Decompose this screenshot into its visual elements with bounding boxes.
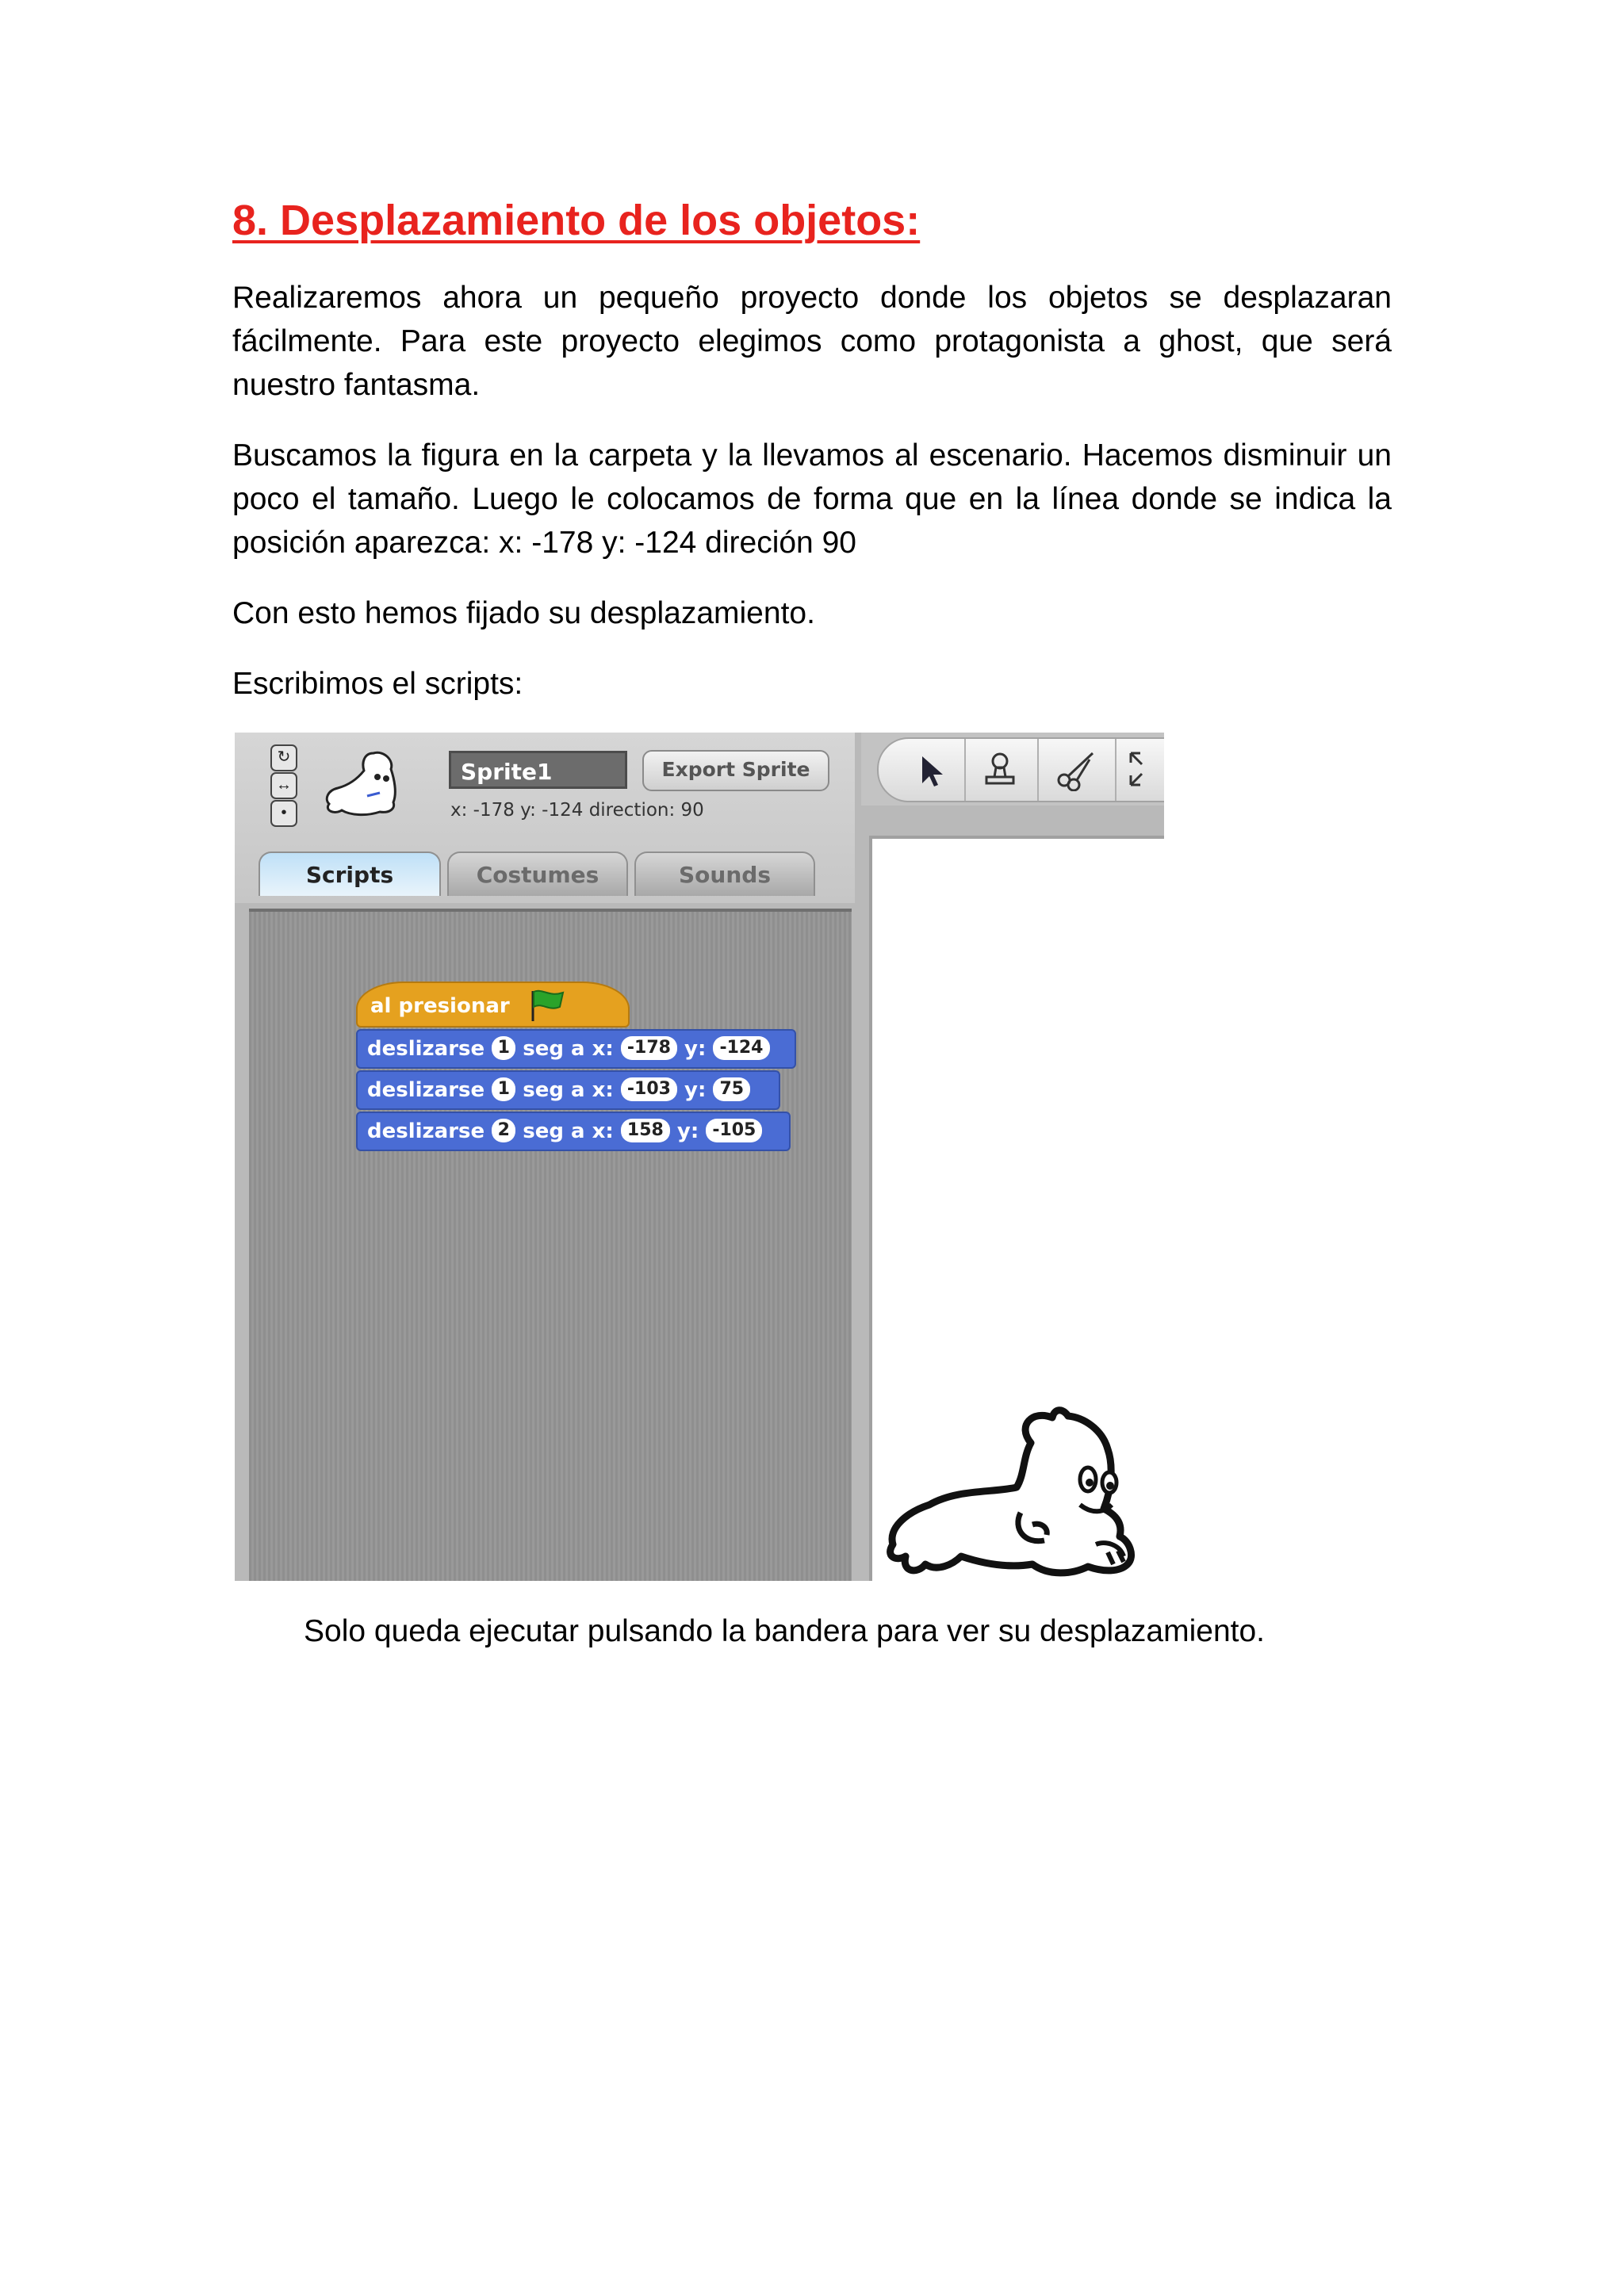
paragraph-intro: Realizaremos ahora un pequeño proyecto donde los objetos se desplazaran fácilmente. Para este proyecto elegimos como protagonista a ghost, que será nuestro fantasma. (232, 281, 1392, 402)
sprite-coordinates: x: -178 y: -124 direction: 90 (450, 800, 704, 821)
scratch-screenshot (235, 733, 1164, 1581)
tool-divider (1115, 739, 1116, 801)
glide-label: deslizarse (367, 1078, 485, 1102)
export-sprite-button[interactable]: Export Sprite (642, 750, 829, 791)
figure-caption: Solo queda ejecutar pulsando la bandera para ver su desplazamiento. (304, 1614, 1265, 1648)
glide-x-label: seg a x: (523, 1037, 614, 1061)
glide-y-label: y: (684, 1037, 707, 1061)
paragraph-fixed: Con esto hemos fijado su desplazamiento. (232, 596, 815, 630)
glide-block[interactable] (356, 1029, 796, 1069)
glide-y-label: y: (684, 1078, 707, 1102)
x-input[interactable]: -103 (621, 1077, 677, 1101)
tab-sounds[interactable]: Sounds (634, 851, 815, 896)
secs-input[interactable]: 1 (492, 1077, 515, 1101)
x-input[interactable]: -178 (621, 1036, 677, 1060)
sprite-name-field[interactable]: Sprite1 (449, 751, 627, 789)
sprite-thumbnail-ghost-icon (318, 747, 405, 822)
tool-group (877, 737, 1164, 802)
glide-y-label: y: (676, 1119, 699, 1143)
secs-input[interactable]: 2 (492, 1119, 515, 1142)
paragraph-position: Buscamos la figura en la carpeta y la llevamos al escenario. Hacemos disminuir un poco el tamaño. Luego le colocamos de forma que en la línea donde se indica la posición aparezca: x: -178 y: -124 direción 90 (232, 438, 1392, 560)
no-rotate-icon[interactable]: • (270, 800, 297, 827)
ghost-sprite-icon[interactable] (882, 1394, 1151, 1581)
glide-block[interactable] (356, 1112, 791, 1151)
grow-icon[interactable] (1126, 750, 1158, 788)
scissors-icon[interactable] (1055, 748, 1099, 791)
green-flag-icon (528, 988, 569, 1023)
rotate-all-icon[interactable]: ↻ (270, 744, 297, 771)
tool-divider (964, 739, 966, 801)
x-input[interactable]: 158 (621, 1119, 670, 1142)
y-input[interactable]: -124 (713, 1036, 769, 1060)
y-input[interactable]: 75 (713, 1077, 750, 1101)
scripts-area[interactable] (249, 909, 852, 1581)
stage-toolbar (861, 733, 1164, 806)
when-flag-clicked-block[interactable] (356, 982, 630, 1027)
y-input[interactable]: -105 (706, 1119, 762, 1142)
secs-input[interactable]: 1 (492, 1036, 515, 1060)
glide-x-label: seg a x: (523, 1078, 614, 1102)
tool-divider (1037, 739, 1039, 801)
page-content (232, 189, 1392, 706)
stamp-icon[interactable] (980, 750, 1020, 790)
paragraph-scripts: Escribimos el scripts: (232, 667, 523, 701)
arrow-cursor-icon[interactable] (914, 753, 946, 788)
flip-left-right-icon[interactable]: ↔ (270, 772, 297, 799)
stage-area[interactable] (869, 836, 1164, 1581)
sprite-info-panel (235, 733, 855, 903)
hat-label: al presionar (370, 994, 510, 1018)
tab-scripts[interactable]: Scripts (259, 851, 441, 896)
glide-label: deslizarse (367, 1037, 485, 1061)
glide-block[interactable] (356, 1070, 780, 1110)
section-title: 8. Desplazamiento de los objetos: (232, 197, 921, 244)
glide-x-label: seg a x: (523, 1119, 614, 1143)
tab-costumes[interactable]: Costumes (447, 851, 628, 896)
glide-label: deslizarse (367, 1119, 485, 1143)
